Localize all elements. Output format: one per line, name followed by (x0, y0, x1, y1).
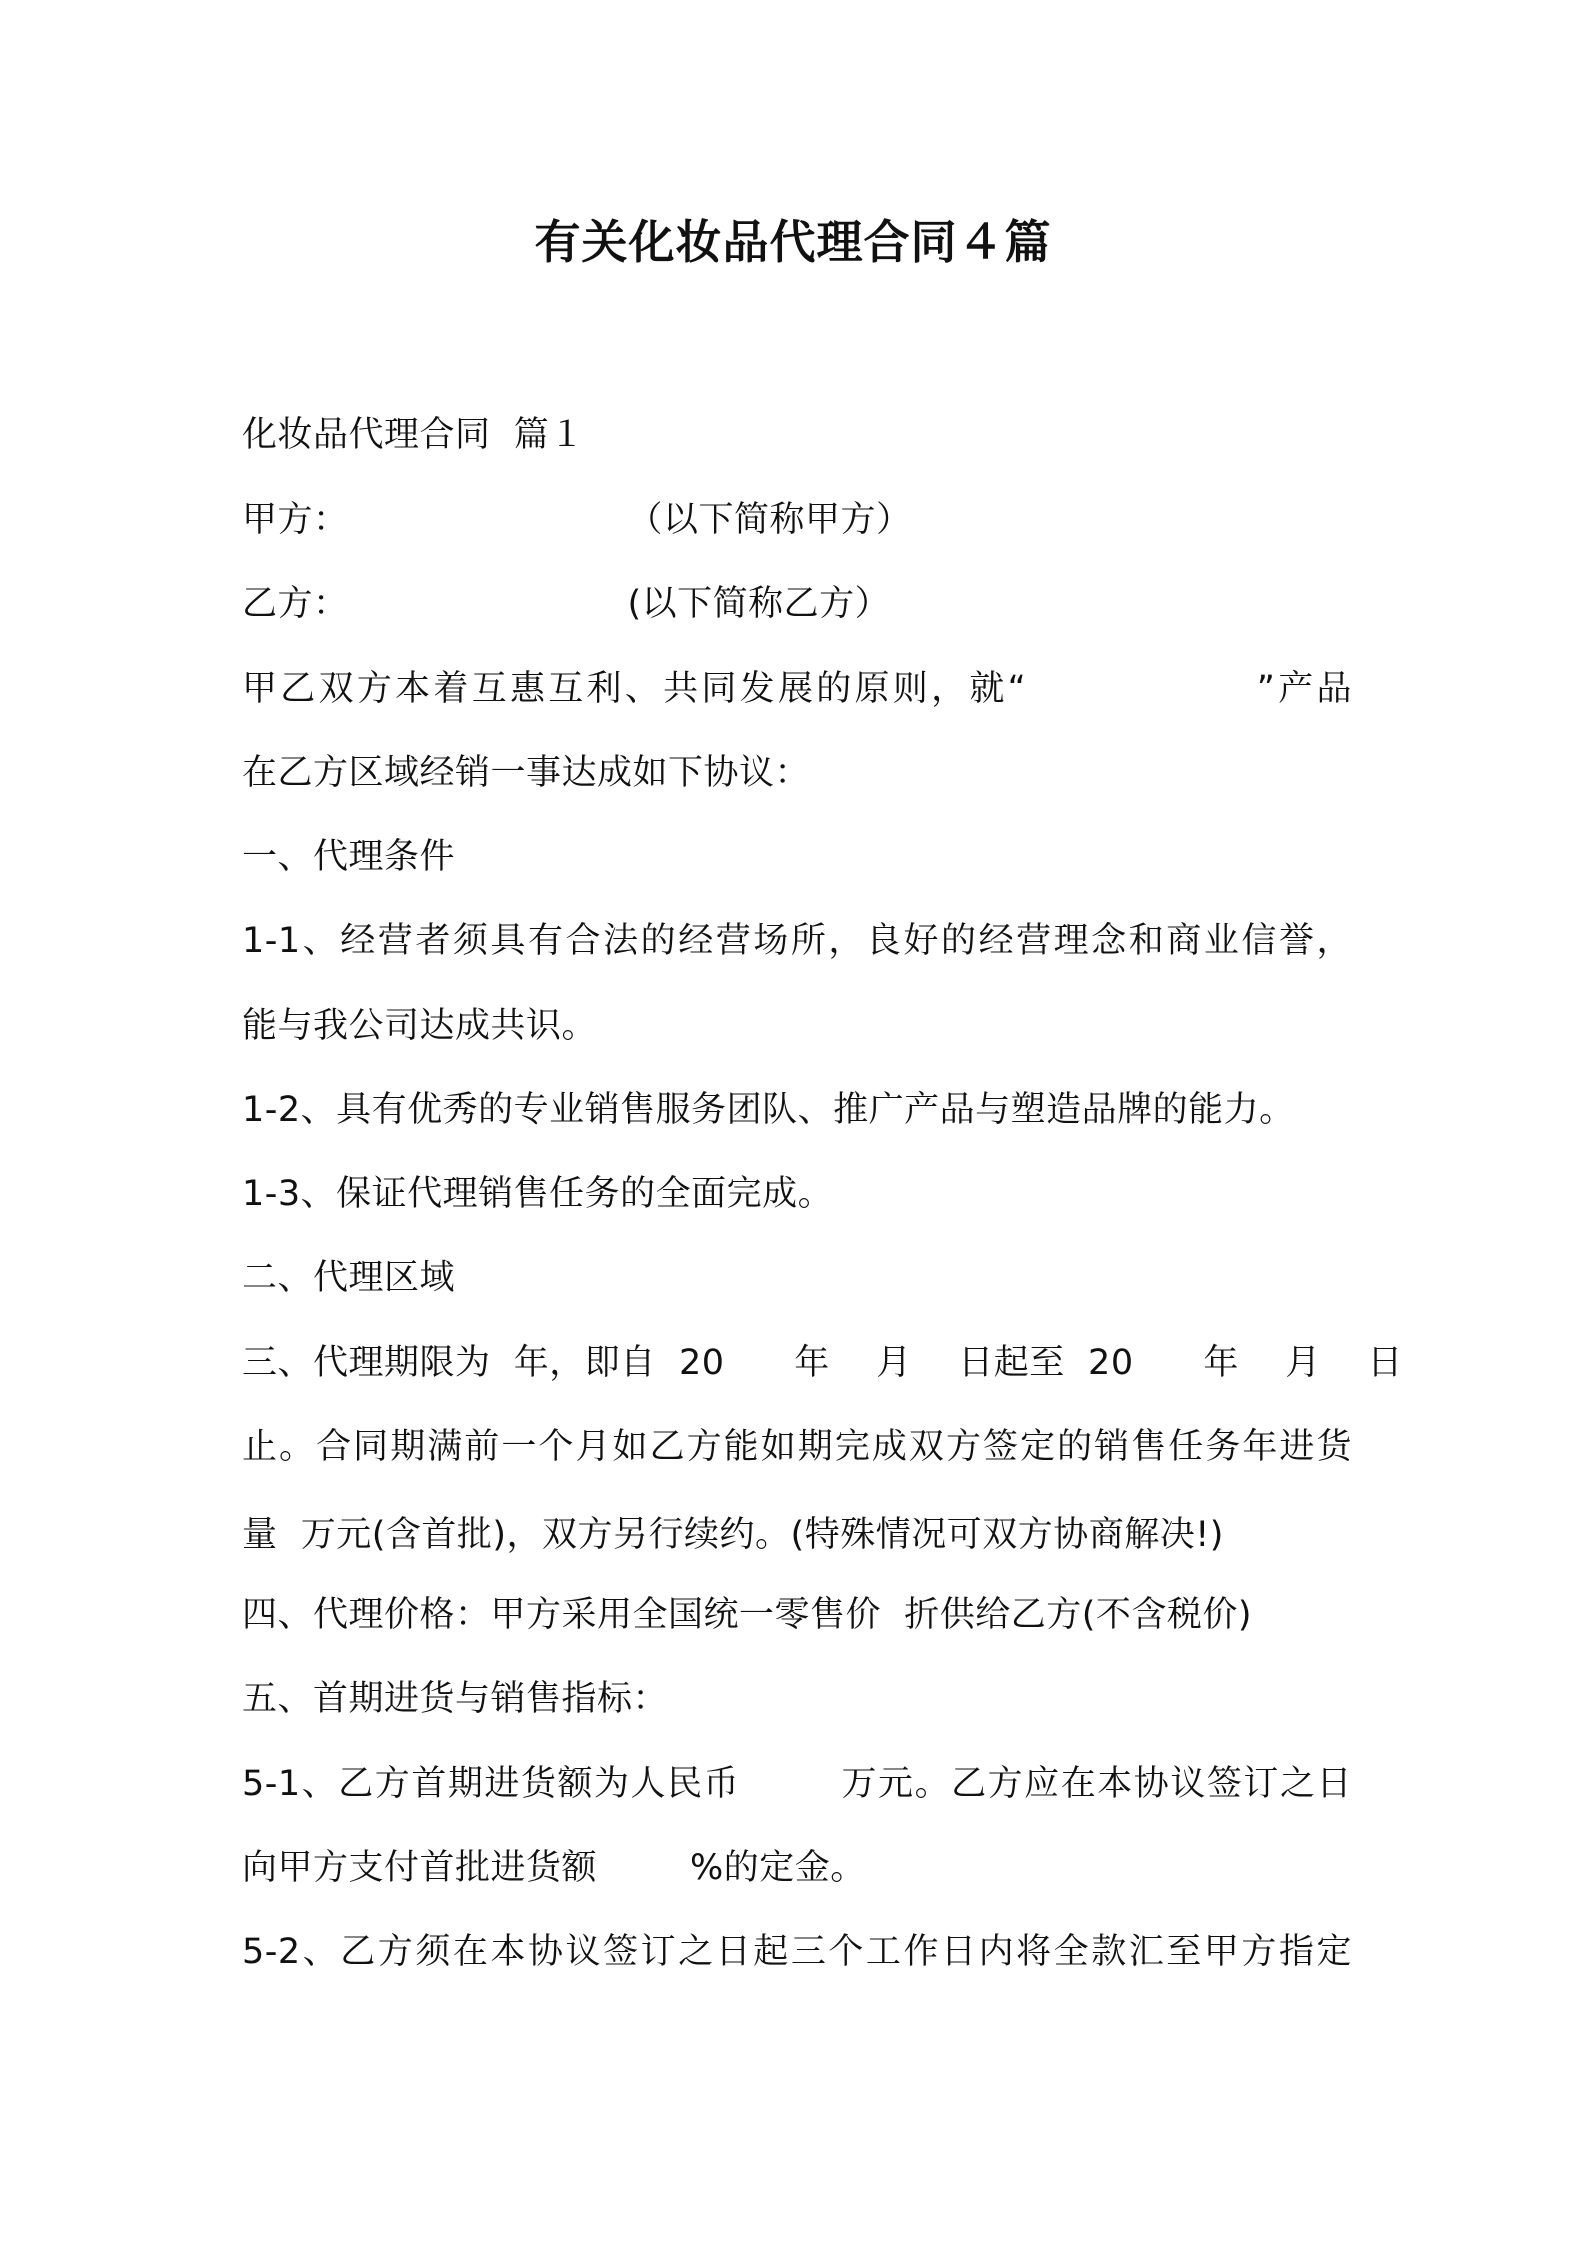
paragraph-line: 5-1、乙方首期进货额为人民币 万元。乙方应在本协议签订之日 (242, 1764, 1352, 1804)
clause-heading: 一、代理条件 (242, 837, 456, 877)
party-b-line: 乙方： (以下简称乙方） (242, 584, 891, 624)
paragraph-line: 甲乙双方本着互惠互利、共同发展的原则，就“ ”产品 (242, 669, 1352, 709)
paragraph-line: 三、代理期限为 年，即自 20 年 月 日起至 20 年 月 日 (242, 1343, 1403, 1383)
clause-heading: 五、首期进货与销售指标： (242, 1679, 669, 1719)
paragraph-line: 能与我公司达成共识。 (242, 1006, 598, 1046)
paragraph-line: 止。合同期满前一个月如乙方能如期完成双方签定的销售任务年进货 (242, 1427, 1352, 1467)
paragraph-line: 1-1、经营者须具有合法的经营场所，良好的经营理念和商业信誉， (242, 921, 1352, 961)
section-heading: 化妆品代理合同 篇１ (242, 415, 585, 455)
paragraph-line: 四、代理价格：甲方采用全国统一零售价 折供给乙方(不含税价) (242, 1595, 1253, 1635)
clause-heading: 二、代理区域 (242, 1258, 456, 1298)
paragraph-line: 在乙方区域经销一事达成如下协议： (242, 753, 811, 793)
paragraph-line: 量 万元(含首批)，双方另行续约。(特殊情况可双方协商解决!) (242, 1515, 1224, 1555)
party-a-line: 甲方： （以下简称甲方） (242, 500, 912, 540)
document-title: 有关化妆品代理合同４篇 (534, 215, 1052, 269)
paragraph-line: 1-3、保证代理销售任务的全面完成。 (242, 1174, 834, 1214)
paragraph-line: 向甲方支付首批进货额 %的定金。 (242, 1848, 866, 1888)
paragraph-line: 5-2、乙方须在本协议签订之日起三个工作日内将全款汇至甲方指定 (242, 1932, 1352, 1972)
paragraph-line: 1-2、具有优秀的专业销售服务团队、推广产品与塑造品牌的能力。 (242, 1090, 1295, 1130)
